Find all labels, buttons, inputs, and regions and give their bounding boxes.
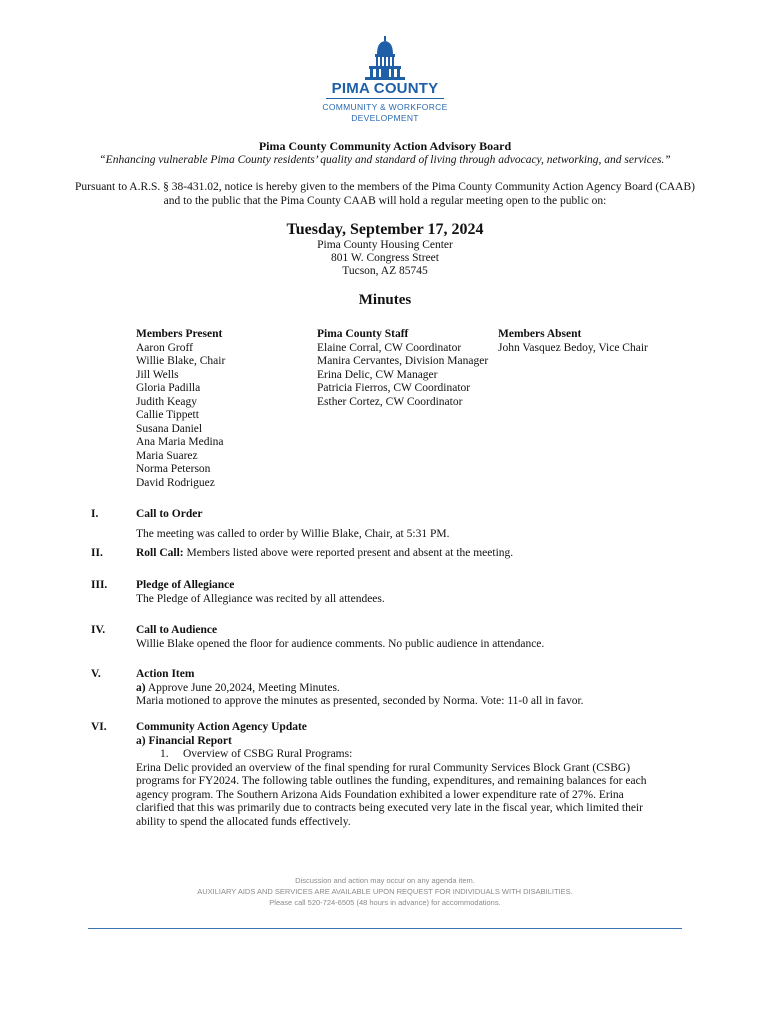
- section-text: The meeting was called to order by Willie Blake, Chair, at 5:31 PM.: [136, 527, 450, 540]
- member-present: Willie Blake, Chair: [136, 355, 226, 367]
- member-present: Ana Maria Medina: [136, 436, 224, 448]
- paragraph-line: Erina Delic provided an overview of the final spending for rural Community Services Block Grant (CSBG): [136, 761, 631, 774]
- meeting-location-line-1: Pima County Housing Center: [317, 239, 453, 251]
- section-title: Action Item: [136, 668, 195, 680]
- section-number: V.: [91, 668, 101, 680]
- footer-line-1: Discussion and action may occur on any agenda item.: [295, 876, 475, 885]
- members-absent-heading: Members Absent: [498, 328, 582, 340]
- county-staff-heading: Pima County Staff: [317, 328, 409, 340]
- action-item-label: a): [136, 681, 146, 694]
- meeting-location-line-2: 801 W. Congress Street: [331, 252, 439, 264]
- section-call-to-order: [136, 508, 696, 541]
- members-absent-column: [498, 328, 718, 355]
- staff-member: Manira Cervantes, Division Manager: [317, 355, 489, 367]
- list-item: 1. Overview of CSBG Rural Programs:: [160, 748, 353, 760]
- staff-member: Elaine Corral, CW Coordinator: [317, 341, 462, 354]
- section-call-to-audience: [136, 624, 696, 651]
- member-present: Callie Tippett: [136, 409, 199, 421]
- member-present: Maria Suarez: [136, 449, 198, 462]
- section-number: I.: [91, 508, 99, 520]
- board-name: Pima County Community Action Advisory Board: [258, 139, 512, 153]
- meeting-date: Tuesday, September 17, 2024: [286, 221, 484, 238]
- logo-divider: [326, 98, 444, 99]
- logo-name: PIMA COUNTY: [331, 80, 439, 97]
- footer-divider: [88, 928, 682, 929]
- section-text: Maria motioned to approve the minutes as presented, seconded by Norma. Vote: 11-0 all in favor.: [136, 695, 584, 707]
- action-item-line: [136, 682, 696, 696]
- logo-subtitle-line1: COMMUNITY & WORKFORCE: [322, 102, 448, 112]
- section-title: Pledge of Allegiance: [136, 579, 235, 591]
- section-title: Community Action Agency Update: [136, 721, 307, 733]
- section-title: Roll Call:: [136, 547, 184, 559]
- section-text: The Pledge of Allegiance was recited by all attendees.: [136, 592, 385, 605]
- staff-member: Patricia Fierros, CW Coordinator: [317, 382, 471, 394]
- meeting-location-line-3: Tucson, AZ 85745: [342, 265, 428, 277]
- member-present: Aaron Groff: [136, 341, 193, 354]
- section-title: Call to Audience: [136, 624, 218, 636]
- staff-member: Esther Cortez, CW Coordinator: [317, 395, 463, 408]
- member-present: Norma Peterson: [136, 463, 211, 475]
- section-action-item: [136, 668, 696, 709]
- members-present-heading: Members Present: [136, 328, 223, 340]
- member-present: Gloria Padilla: [136, 382, 201, 394]
- section-text: Willie Blake opened the floor for audience comments. No public audience in attendance.: [136, 637, 545, 650]
- staff-member: Erina Delic, CW Manager: [317, 368, 438, 381]
- section-number: VI.: [91, 721, 107, 733]
- notice-line-1: Pursuant to A.R.S. § 38-431.02, notice is hereby given to the members of the Pima County Community Action Agency Board (CAAB): [75, 181, 695, 193]
- pima-county-logo: [318, 36, 452, 130]
- footer-line-2: AUXILIARY AIDS AND SERVICES ARE AVAILABLE UPON REQUEST FOR INDIVIDUALS WITH DISABILITIES.: [197, 887, 573, 896]
- section-text: Members listed above were reported present and absent at the meeting.: [183, 547, 514, 559]
- section-number: III.: [91, 579, 108, 591]
- board-motto: “Enhancing vulnerable Pima County residents’ quality and standard of living through advocacy, networking, and services.”: [99, 154, 671, 166]
- section-title: Call to Order: [136, 508, 203, 520]
- courthouse-dome-icon: [365, 36, 405, 82]
- paragraph-line: programs for FY2024. The following table outlines the funding, expenditures, and remaining balances for each: [136, 775, 647, 787]
- section-number: II.: [91, 547, 103, 559]
- notice-line-2: and to the public that the Pima County CAAB will hold a regular meeting open to the public on:: [163, 195, 607, 207]
- section-agency-update: [136, 721, 676, 829]
- member-present: David Rodriguez: [136, 476, 215, 489]
- document-title: Minutes: [358, 292, 412, 308]
- paragraph-line: clarified that this was primarily due to contracts being executed very late in the fiscal year, which limited their: [136, 802, 643, 814]
- paragraph-line: agency program. The Southern Arizona Aids Foundation exhibited a lower expenditure rate of 27%. Erina: [136, 788, 624, 801]
- logo-subtitle-line2: DEVELOPMENT: [351, 113, 419, 123]
- subsection-title: a) Financial Report: [136, 734, 232, 747]
- section-pledge: [136, 579, 696, 606]
- section-number: IV.: [91, 624, 106, 636]
- member-present: Susana Daniel: [136, 422, 203, 435]
- member-present: Jill Wells: [136, 368, 179, 381]
- paragraph-line: ability to spend the allocated funds effectively.: [136, 815, 351, 828]
- action-item-text: Approve June 20,2024, Meeting Minutes.: [145, 681, 340, 694]
- footer-line-3: Please call 520-724-6505 (48 hours in advance) for accommodations.: [269, 898, 501, 907]
- section-roll-call: [136, 547, 696, 561]
- member-present: Judith Keagy: [136, 395, 198, 408]
- member-absent: John Vasquez Bedoy, Vice Chair: [498, 341, 648, 354]
- members-present-column: [136, 328, 306, 490]
- county-staff-column: [317, 328, 497, 409]
